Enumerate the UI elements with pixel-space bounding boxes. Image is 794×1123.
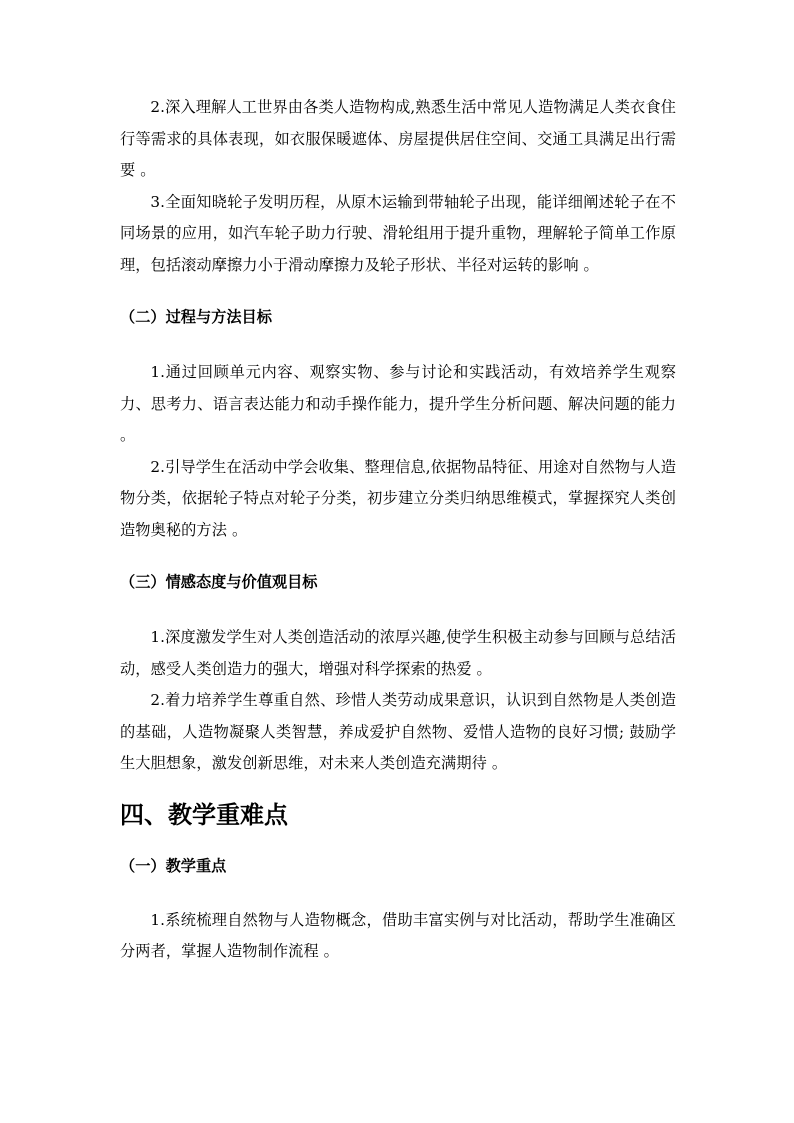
- document-page: [120, 92, 676, 968]
- paragraph-process-goal-2: 2.引导学生在活动中学会收集、整理信息,依据物品特征、用途对自然物与人造物分类，依据轮子特点对轮子分类，初步建立分类归纳思维模式，掌握探究人类创造物奥秘的方法 。: [120, 457, 676, 539]
- heading-teaching-key-points: 四、教学重难点: [120, 800, 288, 829]
- heading-emotion-value-goals: （三）情感态度与价值观目标: [120, 573, 318, 591]
- paragraph-emotion-goal-1: 1.深度激发学生对人类创造活动的浓厚兴趣,使学生积极主动参与回顾与总结活动，感受人类创造力的强大，增强对科学探索的热爱 。: [120, 628, 676, 678]
- heading-process-method-goals: （二）过程与方法目标: [120, 308, 272, 326]
- paragraph-focus-1: 1.系统梳理自然物与人造物概念，借助丰富实例与对比活动，帮助学生准确区分两者，掌握人造物制作流程 。: [120, 910, 676, 960]
- heading-teaching-focus: （一）教学重点: [120, 856, 227, 875]
- paragraph-process-goal-1: 1.通过回顾单元内容、观察实物、参与讨论和实践活动，有效培养学生观察力、思考力、语言表达能力和动手操作能力，提升学生分析问题、解决问题的能力 。: [120, 363, 676, 444]
- paragraph-emotion-goal-2: 2.着力培养学生尊重自然、珍惜人类劳动成果意识，认识到自然物是人类创造的基础，人造物凝聚人类智慧，养成爱护自然物、爱惜人造物的良好习惯; 鼓励学生大胆想象，激发创新思维，对未来人类创造充满期待 。: [120, 691, 676, 772]
- paragraph-knowledge-goal-2: 2.深入理解人工世界由各类人造物构成,熟悉生活中常见人造物满足人类衣食住行等需求的具体表现，如衣服保暖遮体、房屋提供居住空间、交通工具满足出行需要 。: [120, 98, 676, 179]
- paragraph-knowledge-goal-3: 3.全面知晓轮子发明历程，从原木运输到带轴轮子出现，能详细阐述轮子在不同场景的应用，如汽车轮子助力行驶、滑轮组用于提升重物，理解轮子简单工作原理，包括滚动摩擦力小于滑动摩擦力及轮子形状、半径对运转的影响 。: [120, 192, 676, 274]
